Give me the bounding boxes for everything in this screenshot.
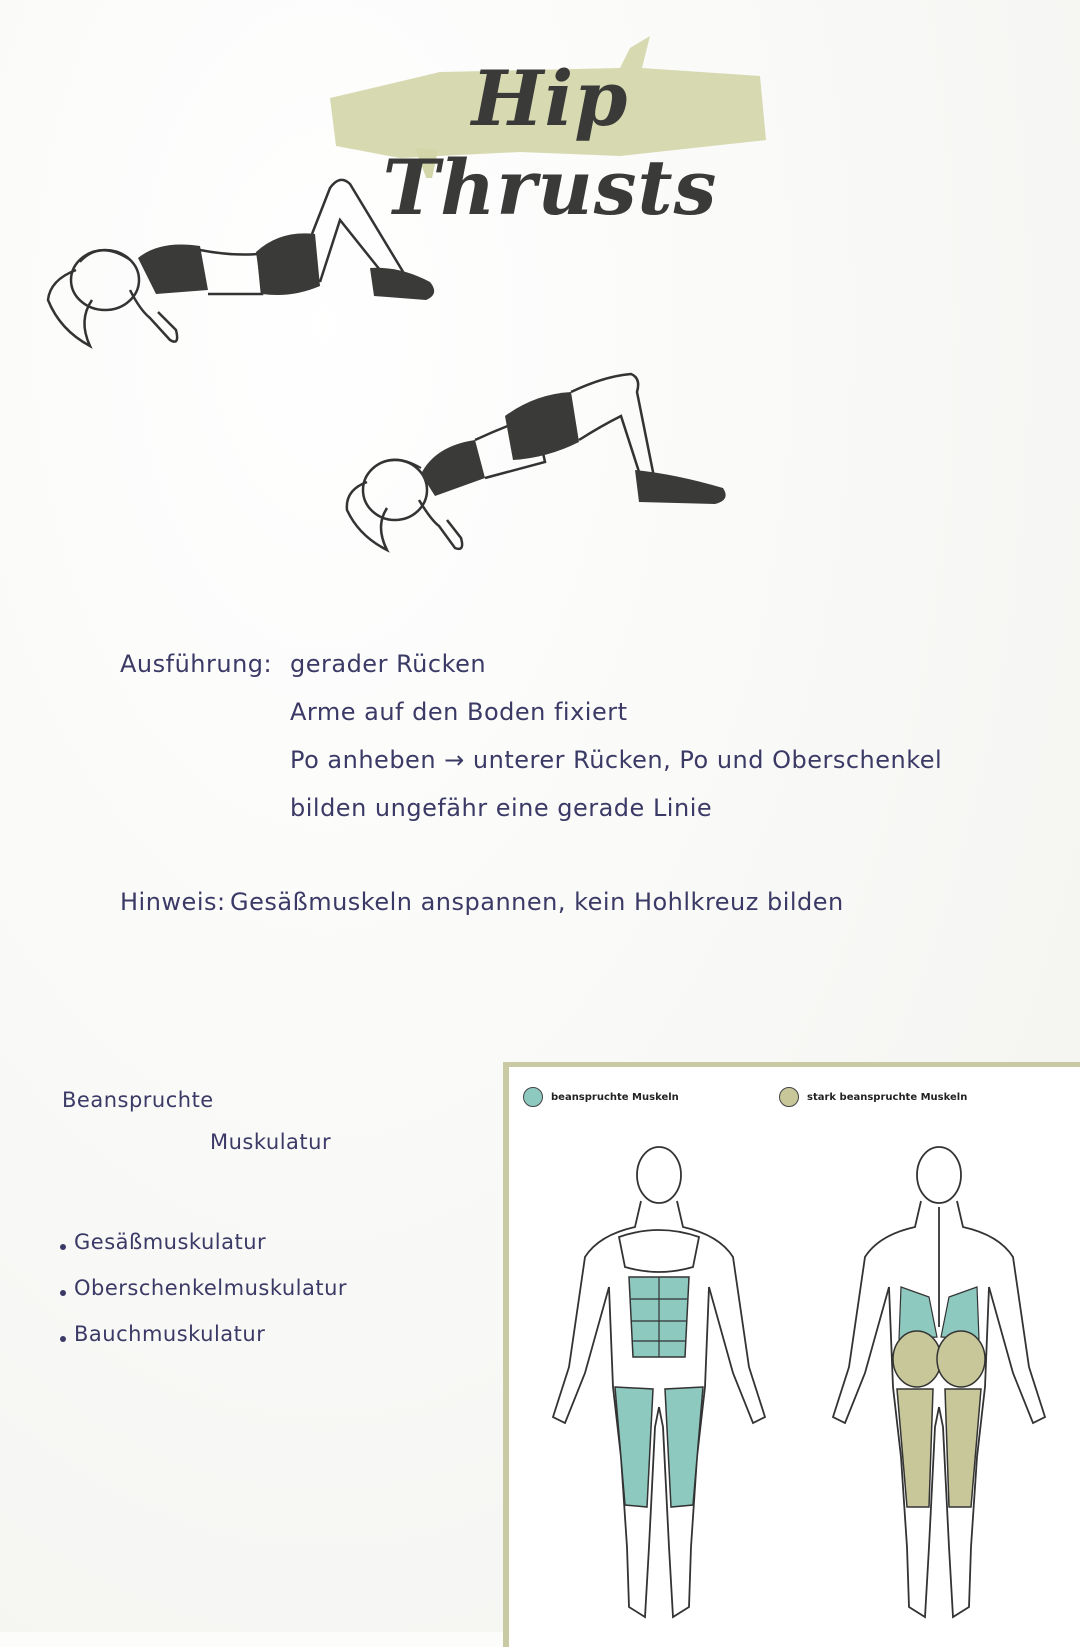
legend-stressed-swatch	[523, 1087, 543, 1107]
muscles-heading-line1: Beanspruchte	[62, 1088, 214, 1112]
execution-line-4: bilden ungefähr eine gerade Linie	[290, 794, 713, 822]
bullet-icon	[60, 1336, 66, 1342]
bullet-icon	[60, 1290, 66, 1296]
hint-label: Hinweis:	[120, 888, 226, 916]
execution-label: Ausführung:	[120, 650, 273, 678]
muscles-heading-line2: Muskulatur	[210, 1130, 332, 1154]
muscle-item-2: Oberschenkelmuskulatur	[74, 1276, 348, 1300]
legend-strongly-stressed	[779, 1087, 967, 1107]
legend-stressed	[523, 1087, 679, 1107]
legend-strongly-stressed-swatch	[779, 1087, 799, 1107]
title-block	[320, 28, 780, 232]
muscle-item-3: Bauchmuskulatur	[74, 1322, 266, 1346]
front-body-figure	[529, 1127, 789, 1637]
back-body-figure	[809, 1127, 1069, 1637]
execution-line-3: Po anheben → unterer Rücken, Po und Oberschenkel	[290, 746, 943, 774]
muscle-item-1: Gesäßmuskulatur	[74, 1230, 267, 1254]
execution-line-1: gerader Rücken	[290, 650, 487, 678]
legend-stressed-label: beanspruchte Muskeln	[551, 1091, 679, 1103]
execution-line-2: Arme auf den Boden fixiert	[290, 698, 628, 726]
exercise-end-illustration	[335, 370, 755, 570]
exercise-start-illustration	[30, 170, 450, 360]
legend-strongly-stressed-label: stark beanspruchte Muskeln	[807, 1091, 968, 1103]
page-title: Hip Thrusts	[382, 54, 718, 232]
hint-text: Gesäßmuskeln anspannen, kein Hohlkreuz bilden	[230, 888, 844, 916]
muscle-chart	[503, 1062, 1080, 1647]
bullet-icon	[60, 1244, 66, 1250]
